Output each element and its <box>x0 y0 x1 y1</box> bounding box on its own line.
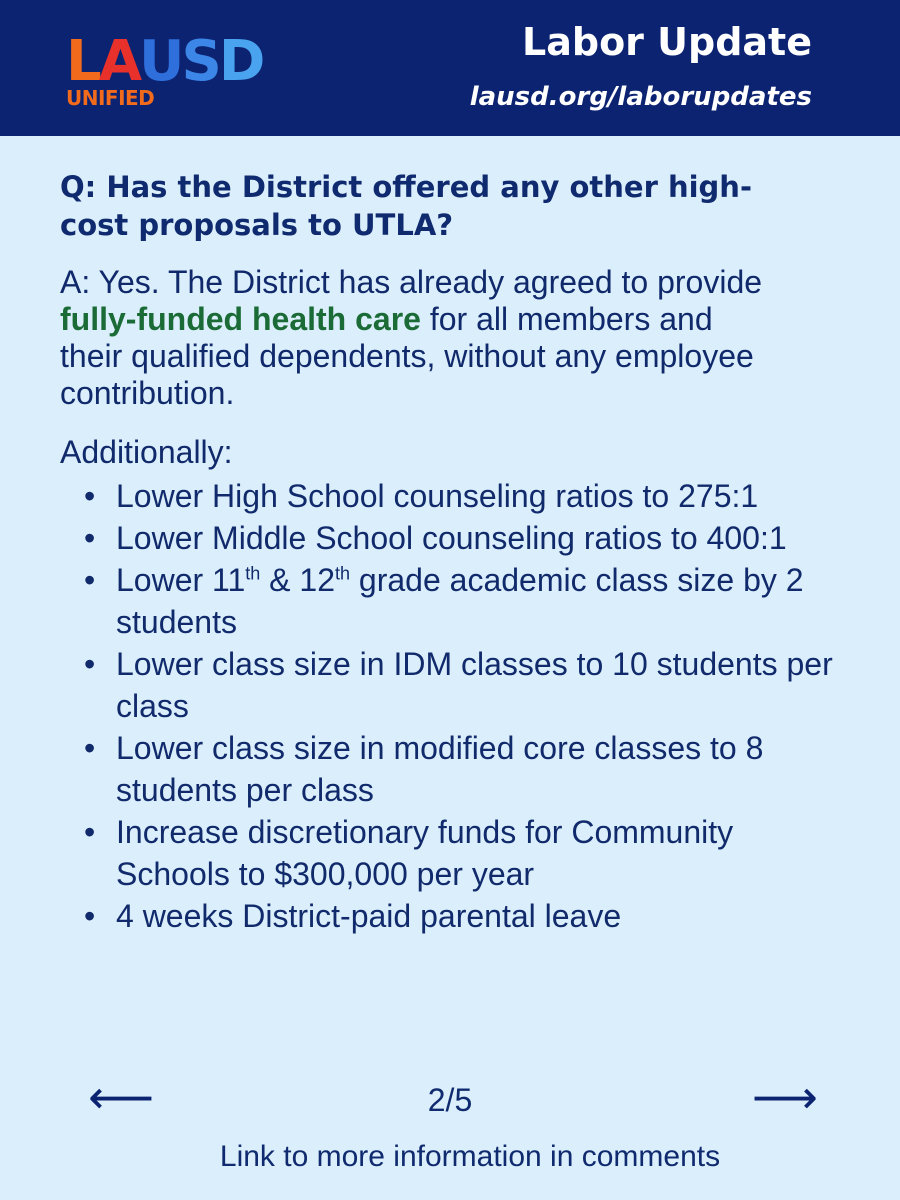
logo-letter-a: A <box>98 29 140 94</box>
answer-before: A: Yes. The District has already agreed to provide <box>60 264 763 300</box>
logo-wordmark <box>66 29 263 94</box>
list-item-text: grade academic class size by 2 students <box>116 562 804 640</box>
list-item: • Lower High School counseling ratios to 275:1 <box>60 475 850 517</box>
arrow-right-icon[interactable]: ⟶ <box>752 1070 818 1124</box>
main-content <box>60 168 850 937</box>
lausd-logo <box>66 29 263 110</box>
list-item: • Increase discretionary funds for Community Schools to $300,000 per year <box>60 811 850 895</box>
logo-letter-l: L <box>66 29 99 94</box>
list-item: • 4 weeks District-paid parental leave <box>60 895 850 937</box>
answer-highlight: fully-funded health care <box>60 301 421 337</box>
footer-text: Link to more information in comments <box>219 1140 721 1173</box>
header-bar <box>0 0 900 136</box>
logo-letter-u: U <box>139 29 182 94</box>
answer-after: for all members and their qualified dependents, without any employee contribution. <box>60 301 754 411</box>
arrow-left-icon[interactable]: ⟵ <box>88 1070 154 1124</box>
question-text: Q: Has the District offered any other high-cost proposals to UTLA? <box>60 170 752 242</box>
header-url[interactable]: lausd.org/laborupdates <box>469 82 812 112</box>
superscript: th <box>335 563 351 584</box>
list-item: • Lower class size in modified core classes to 8 students per class <box>60 727 850 811</box>
proposal-list <box>60 475 850 937</box>
logo-letter-d: D <box>218 29 263 94</box>
additionally-label: Additionally: <box>60 434 233 470</box>
logo-subtitle: UNIFIED <box>66 86 155 110</box>
list-item: • Lower class size in IDM classes to 10 students per class <box>60 643 850 727</box>
list-item <box>60 559 850 643</box>
answer-text <box>60 264 780 412</box>
list-item-text: Lower 11 <box>116 562 246 598</box>
page-indicator: 2/5 <box>427 1082 473 1118</box>
list-item: • Lower Middle School counseling ratios to 400:1 <box>60 517 850 559</box>
list-item-text: & 12 <box>260 562 335 598</box>
logo-letter-s: S <box>181 29 219 94</box>
header-title: Labor Update <box>522 20 812 64</box>
superscript: th <box>245 563 261 584</box>
